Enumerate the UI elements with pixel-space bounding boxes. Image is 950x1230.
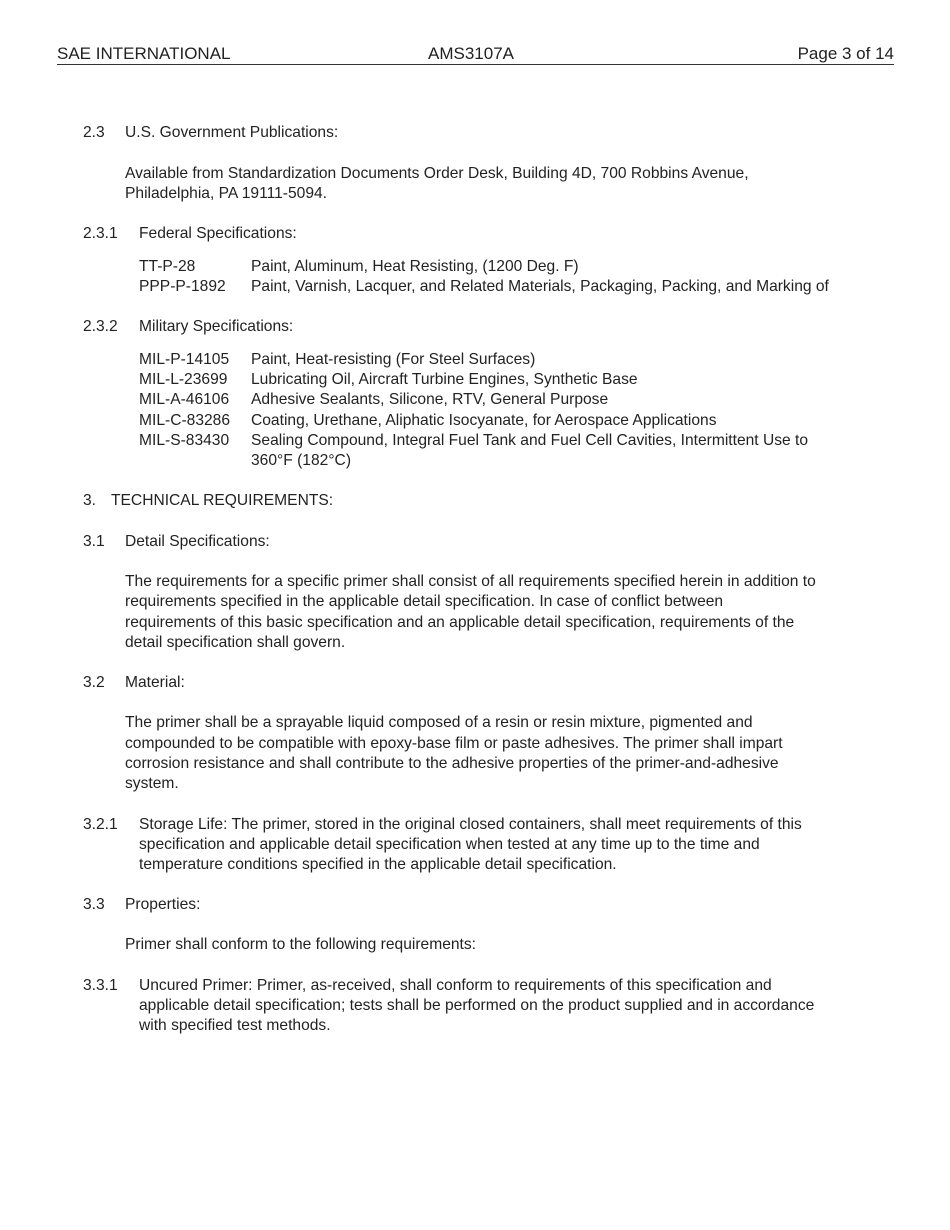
section-number: 2.3: [83, 124, 105, 141]
section-number: 2.3.2: [83, 318, 118, 335]
spec-description: Coating, Urethane, Aliphatic Isocyanate, for Aerospace Applications: [251, 412, 717, 429]
section-number: 2.3.1: [83, 225, 118, 242]
paragraph-line: compounded to be compatible with epoxy-base film or paste adhesives. The primer shall impart: [125, 735, 783, 752]
paragraph-line: Primer shall conform to the following requirements:: [125, 936, 477, 953]
section-number: 3.1: [83, 533, 105, 550]
section-title: U.S. Government Publications:: [125, 124, 339, 141]
paragraph-line: The primer shall be a sprayable liquid composed of a resin or resin mixture, pigmented and: [125, 714, 753, 731]
spec-description: Paint, Aluminum, Heat Resisting, (1200 Deg. F): [251, 258, 579, 275]
spec-code: MIL-A-46106: [139, 391, 230, 408]
section-title: Federal Specifications:: [139, 225, 297, 242]
header-page-number: Page 3 of 14: [797, 44, 894, 63]
spec-description-continued: 360°F (182°C): [251, 452, 352, 469]
paragraph-line: with specified test methods.: [139, 1017, 331, 1034]
section-title: Material:: [125, 674, 185, 691]
spec-code: MIL-S-83430: [139, 432, 230, 449]
paragraph-line: specification and applicable detail specification when tested at any time up to the time and: [139, 836, 760, 853]
section-number: 3.3.1: [83, 977, 118, 994]
paragraph-line: applicable detail specification; tests shall be performed on the product supplied and in accordance: [139, 997, 815, 1014]
paragraph-line: Storage Life: The primer, stored in the original closed containers, shall meet requirements of this: [139, 816, 802, 833]
paragraph-line: requirements of this basic specification and an applicable detail specification, requirements of the: [125, 614, 795, 631]
spec-code: MIL-P-14105: [139, 351, 230, 368]
spec-code: MIL-C-83286: [139, 412, 231, 429]
page-header: [57, 44, 894, 65]
spec-description: Paint, Varnish, Lacquer, and Related Materials, Packaging, Packing, and Marking of: [251, 278, 829, 295]
paragraph-line: Philadelphia, PA 19111-5094.: [125, 185, 328, 202]
paragraph-line: Uncured Primer: Primer, as-received, shall conform to requirements of this specification and: [139, 977, 772, 994]
spec-description: Lubricating Oil, Aircraft Turbine Engines, Synthetic Base: [251, 371, 638, 388]
spec-description: Adhesive Sealants, Silicone, RTV, General Purpose: [251, 391, 609, 408]
spec-description: Paint, Heat-resisting (For Steel Surfaces): [251, 351, 536, 368]
section-number: 3.2.1: [83, 816, 118, 833]
section-title: Properties:: [125, 896, 201, 913]
spec-description: Sealing Compound, Integral Fuel Tank and Fuel Cell Cavities, Intermittent Use to: [251, 432, 809, 449]
paragraph-line: The requirements for a specific primer shall consist of all requirements specified herein in addition to: [125, 573, 816, 590]
paragraph-line: requirements specified in the applicable detail specification. In case of conflict between: [125, 593, 724, 610]
spec-code: PPP-P-1892: [139, 278, 226, 295]
spec-code: TT-P-28: [139, 258, 196, 275]
section-number: 3.3: [83, 896, 105, 913]
paragraph-line: temperature conditions specified in the applicable detail specification.: [139, 856, 617, 873]
section-title: TECHNICAL REQUIREMENTS:: [111, 492, 334, 509]
paragraph-line: system.: [125, 775, 179, 792]
header-document-id: AMS3107A: [428, 44, 514, 63]
paragraph-line: detail specification shall govern.: [125, 634, 346, 651]
paragraph-line: Available from Standardization Documents Order Desk, Building 4D, 700 Robbins Avenue,: [125, 165, 749, 182]
section-number: 3.2: [83, 674, 105, 691]
section-title: Military Specifications:: [139, 318, 294, 335]
section-title: Detail Specifications:: [125, 533, 270, 550]
section-number: 3.: [83, 492, 97, 509]
header-organization: SAE INTERNATIONAL: [57, 44, 231, 63]
spec-code: MIL-L-23699: [139, 371, 228, 388]
paragraph-line: corrosion resistance and shall contribute to the adhesive properties of the primer-and-adhesive: [125, 755, 779, 772]
